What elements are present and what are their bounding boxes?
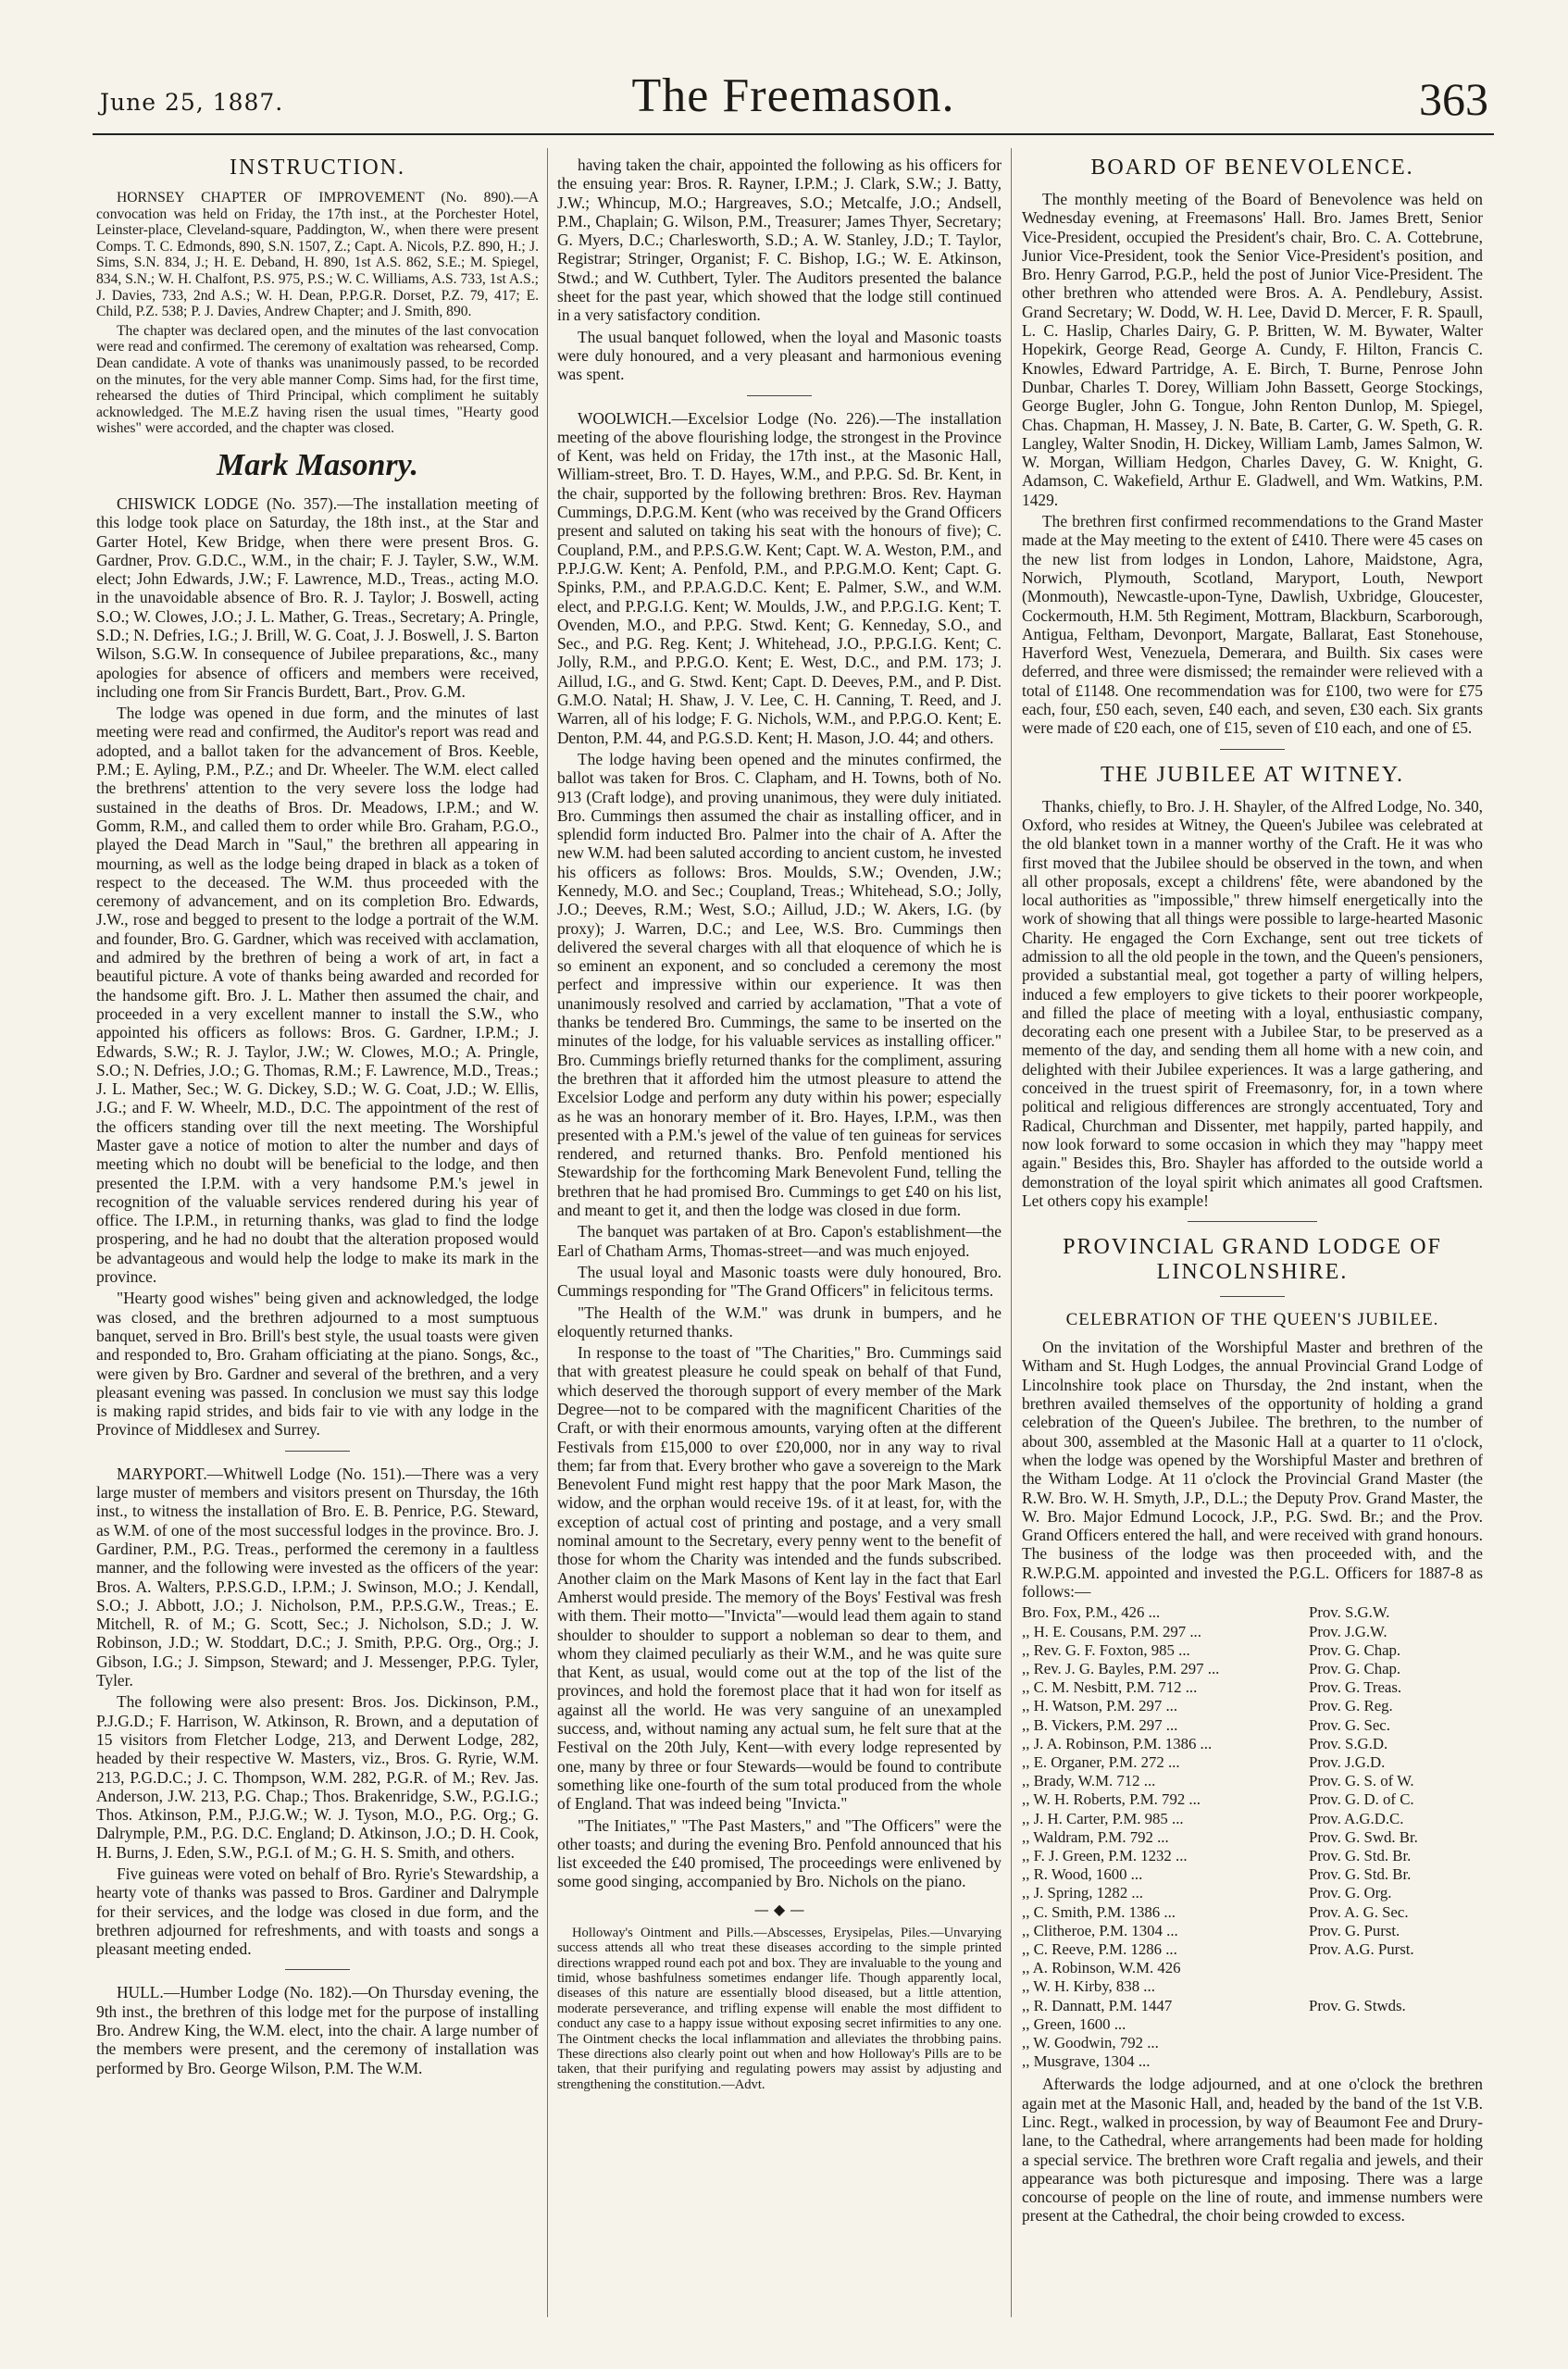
officer-row — [1022, 1997, 1483, 2015]
article-paragraph: Afterwards the lodge adjourned, and at one o'clock the brethren again met at the Masonic Hall, and, headed by the band of the 1st V.B. Linc. Regt., walked in procession, by way of Beaumont Fee and Drury-lane, to the Cathedral, where arrangements had been made for holding a special service. The brethren wore Craft regalia and jewels, and their appearance was both picturesque and imposing. There was a large concourse of people on the line of route, and immense numbers were present at the Cathedral, the choir being crowded to excess. — [1022, 2075, 1483, 2226]
officer-name: ,, Clitheroe, P.M. 1304 ... — [1022, 1921, 1178, 1939]
article-paragraph: The brethren first confirmed recommendations to the Grand Master made at the May meeting to the extent of £410. There were 45 cases on the new list from lodges in London, Lahore, Maidstone, Agra, Norwich, Plymouth, Scotland, Maryport, Louth, Newport (Monmouth), Newcastle-upon-Tyne, Dawlish, Uxbridge, Gloucester, Cockermouth, H.M. 5th Regiment, Mottram, Blackburn, Scarborough, Antigua, Feltham, Devonport, Margate, Ballarat, East Stonehouse, Haverford West, Venezuela, Demerara, and Builth. Six cases were deferred, and three were dismissed; the remainder were relieved with a total of £1148. One recommendation was for £100, two were for £75 each, four, £50 each, seven, £40 each, and seven, £30 each. Six grants were made of £20 each, one of £15, seven of £10 each, and one of £5. — [1022, 512, 1483, 738]
article-paragraph: "The Health of the W.M." was drunk in bumpers, and he eloquently returned thanks. — [557, 1303, 1002, 1340]
officer-row — [1022, 1922, 1483, 1940]
officer-row — [1022, 1660, 1483, 1678]
officer-office: Prov. G. Std. Br. — [1309, 1846, 1412, 1864]
column-rule — [547, 148, 548, 2317]
officer-office — [1309, 1977, 1483, 1996]
officer-office: Prov. G. Reg. — [1309, 1697, 1393, 1715]
section-heading-lincolnshire: PROVINCIAL GRAND LODGE OF LINCOLNSHIRE. — [1063, 1235, 1442, 1285]
officer-name: ,, Green, 1600 ... — [1022, 2014, 1126, 2033]
officer-office: Prov. G. Chap. — [1309, 1659, 1401, 1677]
officer-office: Prov. G. Org. — [1309, 1884, 1392, 1902]
divider — [285, 1451, 350, 1452]
officer-office: Prov. S.G.W. — [1309, 1603, 1390, 1622]
officer-name: ,, H. E. Cousans, P.M. 297 ... — [1022, 1622, 1201, 1640]
officer-name: ,, J. Spring, 1282 ... — [1022, 1884, 1143, 1902]
officer-office: Prov. S.G.D. — [1309, 1734, 1388, 1752]
officer-row — [1022, 1603, 1483, 1622]
article-paragraph: Five guineas were voted on behalf of Bro. Ryrie's Stewardship, a hearty vote of thanks was passed to Bros. Gardiner and Dalrymple for their services, and the lodge was closed in due form, and the brethren adjourned for refreshments, and with toasts and songs a pleasant meeting ended. — [96, 1864, 539, 1959]
article-paragraph: MARYPORT.—Whitwell Lodge (No. 151).—There was a very large muster of members and visitors present on Thursday, the 16th inst., to witness the installation of Bro. E. B. Penrice, P.G. Steward, as W.M. of one of the most successful lodges in the province. Bro. J. Gardiner, P.M., P.G. Treas., performed the ceremony in a faultless manner, and the following were invested as the officers of the year: Bros. A. Walters, P.P.S.G.D., I.P.M.; J. Swinson, M.O.; J. Kendall, S.O.; J. Abbott, J.O.; J. Nicholson, P.M., P.P.S.G.W., Treas.; E. Mitchell, R. of M.; G. Scott, Sec.; J. Nicholson, S.D.; J. W. Robinson, J.D.; W. Stoddart, D.C.; J. Smith, P.P.G. Org., Org.; J. Gibson, I.G.; J. Simpson, Steward; and J. Messenger, P.P.G. Tyler, Tyler. — [96, 1464, 539, 1690]
article-paragraph: "Hearty good wishes" being given and acknowledged, the lodge was closed, and the brethren adjourned to a most sumptuous banquet, served in Bro. Brill's best style, the usual toasts were given and responded to, Bro. Graham officiating at the piano. Songs, &c., were given by Bro. Gardner and several of the brethren, and a very pleasant evening was passed. In conclusion we must say this lodge is making rapid strides, and bids fair to vie with any lodge in the Province of Middlesex and Surrey. — [96, 1289, 539, 1440]
article-paragraph: Thanks, chiefly, to Bro. J. H. Shayler, of the Alfred Lodge, No. 340, Oxford, who resides at Witney, the Queen's Jubilee was celebrated at the old blanket town in a manner worthy of the Craft. He it was who first moved that the Jubilee should be observed in the town, and when all other proposals, except a childrens' fête, were abandoned by the local authorities as "impossible," threw himself energetically into the work of showing that all things were possible to large-hearted Masonic Charity. He engaged the Corn Exchange, sent out tree tickets of admission to all the old people in the town, and the Queen's pensioners, provided a substantial meal, got together a party of willing helpers, induced a few employers to give tickets to their poorer workpeople, and filled the place of meeting with a loyal, enthusiastic company, decorating each one present with a Jubilee Star, to be preserved as a memento of the day, and sending them all home with a new coin, and delighted with their Jubilee experiences. It was a large gathering, and conceived in the truest spirit of Freemasonry, for, in a town where political and religious differences are strongly accentuated, Tory and Radical, Churchman and Dissenter, met happily, parted happily, and now look forward to some occasion in which they may "happy meet again." Besides this, Bro. Shayler has afforded to the outside world a demonstration of the loyal spirit which animates all good Craftsmen. Let others copy his example! — [1022, 796, 1483, 1210]
officer-row — [1022, 2052, 1483, 2071]
officer-row — [1022, 1790, 1483, 1809]
column-rule — [1011, 148, 1012, 2317]
officer-office: Prov. A.G.D.C. — [1309, 1809, 1404, 1827]
officer-name: ,, Rev. J. G. Bayles, P.M. 297 ... — [1022, 1659, 1220, 1677]
officer-row — [1022, 1753, 1483, 1772]
officer-name: ,, H. Watson, P.M. 297 ... — [1022, 1697, 1178, 1715]
officers-list — [1022, 1603, 1483, 2071]
officer-office: Prov. J.G.W. — [1309, 1622, 1388, 1640]
officer-row — [1022, 1697, 1483, 1715]
officer-row — [1022, 1884, 1483, 1902]
divider — [747, 395, 812, 396]
publication-title: The Freemason. — [631, 69, 955, 122]
officer-row — [1022, 1847, 1483, 1865]
masthead — [93, 69, 1494, 135]
officer-name: ,, Brady, W.M. 712 ... — [1022, 1772, 1156, 1790]
officer-name: ,, W. H. Roberts, P.M. 792 ... — [1022, 1790, 1201, 1809]
officer-name: ,, C. Smith, P.M. 1386 ... — [1022, 1902, 1176, 1921]
officer-office: Prov. G. Std. Br. — [1309, 1865, 1412, 1884]
article-paragraph: "The Initiates," "The Past Masters," and "The Officers" were the other toasts; and during the evening Bro. Penfold announced that his list exceeded the £40 promised, The proceedings were enlivened by some good singing, accompanied by Bro. Nichols on the piano. — [557, 1815, 1002, 1891]
officer-name: ,, J. A. Robinson, P.M. 1386 ... — [1022, 1734, 1213, 1752]
article-paragraph: The usual loyal and Masonic toasts were duly honoured, Bro. Cummings responding for "The Grand Officers" in felicitous terms. — [557, 1262, 1002, 1301]
officer-office: Prov. G. Stwds. — [1309, 1996, 1406, 2014]
officer-row — [1022, 1810, 1483, 1828]
article-paragraph: On the invitation of the Worshipful Master and brethren of the Witham and St. Hugh Lodges, the annual Provincial Grand Lodge of Lincolnshire took place on Thursday, the 2nd instant, when the brethren availed themselves of the opportunity of holding a grand celebration of the Queen's Jubilee. The brethren, to the number of about 300, assembled at the Masonic Hall at a quarter to 11 o'clock, when the lodge was opened by the Worshipful Master and brethren of the Witham Lodge. At 11 o'clock the Provincial Grand Master (the R.W. Bro. W. H. Smyth, J.P., D.L.; the Deputy Prov. Grand Master, the W. Bro. Major Edmund Locock, J.P., P.G. Swd. Br.; and the Prov. Grand Officers entered the hall, and were received with grand honours. The business of the lodge was then proceeded with, and the R.W.P.G.M. appointed and invested the P.G.L. Officers for 1887-8 as follows:— — [1022, 1338, 1483, 1601]
article-paragraph: The lodge was opened in due form, and the minutes of last meeting were read and confirmed, the Auditor's report was read and adopted, and a ballot taken for the advancement of Bros. Keeble, P.M.; E. Ayling, P.M., P.Z.; and Dr. Wheeler. The W.M. elect called the brethrens' attention to the very severe loss the lodge had sustained in the deaths of Bros. Dr. Meadows, I.P.M.; and W. Gomm, R.M., and called them to order while Bro. Graham, P.G.O., played the Dead March in "Saul," the brethren all appearing in mourning, as well as the lodge being draped in black as a token of respect to the deceased. The W.M. thus proceeded with the ceremony of advancement, and on its completion Bro. Edwards, J.W., rose and begged to present to the lodge a portrait of the W.M. and founder, Bro. G. Gardner, which was received with acclamation, and admired by the brethren of being a work of art, in fact a beautiful picture. A vote of thanks being awarded and recorded for the handsome gift. Bro. J. L. Mather then assumed the chair, and proceeded in a very excellent manner to install the S.W., who appointed his officers as follows: Bros. G. Gardner, I.P.M.; J. Edwards, S.W.; R. J. Taylor, J.W.; W. Clowes, M.O.; A. Pringle, S.O.; N. Defries, J.O.; G. Thomas, R.M.; F. Lawrence, M.D., Treas.; J. L. Mather, Sec.; W. G. Dickey, S.D.; W. G. Coat, J.D.; W. Ellis, J.G.; and F. W. Wheelr, M.D., D.C. The appointment of the rest of the officers standing over till the next meeting. The Worshipful Master gave a notice of motion to alter the number and days of meeting which no doubt will be beneficial to the lodge, and then presented the I.P.M. with a very handsome P.M.'s jewel in recognition of the valuable services rendered during his year of office. The I.P.M., in returning thanks, was glad to find the lodge prospering, and he had no doubt that the alteration proposed would be advantageous and would help the lodge to make its mark in the province. — [96, 704, 539, 1287]
officer-row — [1022, 2034, 1483, 2052]
advertisement: Holloway's Ointment and Pills.—Abscesses, Erysipelas, Piles.—Unvarying success attends all who treat these diseases according to the simple printed directions wrapped round each pot and box. They are invaluable to the young and timid, whose bashfulness sometimes endanger life. Though apparently local, diseases of this nature are essentially blood diseased, but a little attention, moderate perseverance, and trifling expense will enable the most diffident to conduct any case to a happy issue without exposing secret infirmities to any one. The Ointment checks the local inflammation and alleviates the throbbing pains. These directions also clearly point out when and how Holloway's Pills are to be taken, that their purifying and regulating powers may assist by adjusting and strengthening the constitution.—Advt. — [557, 1925, 1002, 2092]
officer-row — [1022, 1678, 1483, 1697]
article-paragraph: The following were also present: Bros. Jos. Dickinson, P.M., P.J.G.D.; F. Harrison, W. Atkinson, R. Brown, and a deputation of 15 visitors from Fletcher Lodge, 213, and Derwent Lodge, 282, headed by their respective W. Masters, viz., Bros. G. Ryrie, W.M. 213, P.G.D.C.; J. C. Thompson, W.M. 282, P.G.R. of M.; Rev. Jas. Anderson, J.W. 213, P.G. Chap.; Thos. Brakenridge, S.W., P.G.I.G.; Thos. Atkinson, P.M., P.J.G.W.; W. J. Tyson, M.O., P.G. Org.; G. Dalrymple, P.M., P.G. D.C. England; D. Atkinson, J.O.; D. H. Cook, H. Burns, J. Eden, S.W., P.G.I. of M.; G. H. S. Smith, and others. — [96, 1692, 539, 1862]
officer-name: ,, E. Organer, P.M. 272 ... — [1022, 1752, 1180, 1771]
column-middle — [557, 156, 1002, 2325]
issue-date: June 25, 1887. — [100, 89, 284, 116]
section-heading-instruction: INSTRUCTION. — [230, 156, 405, 180]
officer-office: Prov. G. Treas. — [1309, 1678, 1402, 1697]
officer-office: Prov. A.G. Purst. — [1309, 1939, 1414, 1958]
officer-row — [1022, 1959, 1483, 1977]
officer-office: Prov. G. S. of W. — [1309, 1772, 1414, 1790]
article-paragraph: The monthly meeting of the Board of Benevolence was held on Wednesday evening, at Freemasons' Hall. Bro. James Brett, Senior Vice-President, occupied the President's chair, Bro. C. A. Cottebrune, Junior Vice-President, took the Senior Vice-President's position, and Bro. Henry Garrod, P.G.P., held the post of Junior Vice-President. The other brethren who attended were Bros. A. A. Pendlebury, Assist. Grand Secretary; W. Dodd, W. H. Lee, David D. Mercer, F. R. Spaull, L. C. Haslip, Charles Dairy, G. P. Britten, W. M. Bywater, Walter Hopekirk, George Read, George A. Cundy, F. Hilton, Francis C. Knowles, Edward Partridge, A. E. Birch, T. Burne, Penrose John Dunbar, Charles T. Dorey, William John Bassett, George Stockings, George Bugler, John G. Tongue, John Renton Dunlop, M. Spiegel, Chas. Chapman, H. Massey, J. N. Bate, B. Carter, G. W. Speth, G. R. Langley, Walter Snodin, H. Dickey, William Lamb, James Salmon, W. W. Morgan, William Hedgon, Charles Davey, G. W. Knight, G. Adamson, C. Wakefield, Arthur E. Gladwell, and Wm. Watkins, P.M. 1429. — [1022, 190, 1483, 509]
officer-office: Prov. G. Sec. — [1309, 1715, 1390, 1734]
ornament-divider: — ◆ — — [753, 1900, 805, 1918]
divider — [1220, 1296, 1285, 1297]
article-paragraph: The usual banquet followed, when the loyal and Masonic toasts were duly honoured, and a very pleasant and harmonious evening was spent. — [557, 327, 1002, 384]
officer-office — [1309, 1959, 1483, 1977]
divider — [1220, 749, 1285, 750]
officer-name: ,, J. H. Carter, P.M. 985 ... — [1022, 1809, 1184, 1827]
officer-office — [1309, 2034, 1483, 2052]
section-heading-benevolence: BOARD OF BENEVOLENCE. — [1090, 156, 1414, 180]
officer-row — [1022, 1903, 1483, 1922]
divider — [285, 1969, 350, 1970]
officer-row — [1022, 2015, 1483, 2034]
article-paragraph: The lodge having been opened and the minutes confirmed, the ballot was taken for Bros. C. Clapham, and H. Towns, both of No. 913 (Craft lodge), and proving unanimous, they were duly initiated. Bro. Cummings then assumed the chair as installing officer, and in splendid form inducted Bro. Palmer into the chair of A. After the new W.M. had been saluted according to ancient custom, he invested his officers as follows: Bros. Moulds, S.W.; Ovenden, J.W.; Kennedy, M.O. and Sec.; Coupland, Treas.; Whitehead, S.O.; Jolly, J.O.; Deeves, R.M.; West, S.O.; Aillud, J.D.; W. Akers, I.G. (by proxy); J. Warren, D.C.; and Lee, W.S. Bro. Cummings then delivered the several charges with all that eloquence of which he is so eminent an exponent, and so concluded a ceremony the most perfect and impressive within our experience. It was then unanimously resolved and carried by acclamation, "That a vote of thanks be tendered Bro. Cummings, the same to be inserted on the minutes of the lodge, for his valuable services as installing officer." Bro. Cummings briefly returned thanks for the compliment, assuring the brethren that it afforded him the utmost pleasure to attend the Excelsior Lodge and perform any duty within his power; especially as he was an honorary member of it. Bro. Hayes, I.P.M., was then presented with a P.M.'s jewel of the value of ten guineas for services rendered, and returned thanks. Bro. Penfold mentioned his Stewardship for the forthcoming Mark Benevolent Fund, telling the brethren that he had promised Bro. Cummings to get £40 on his list, and meant to get it, and then the lodge was closed in due form. — [557, 749, 1002, 1220]
officer-office: Prov. G. Purst. — [1309, 1921, 1400, 1939]
officer-name: ,, Waldram, P.M. 792 ... — [1022, 1827, 1169, 1846]
officer-name: ,, R. Dannatt, P.M. 1447 — [1022, 1996, 1173, 2014]
officer-name: ,, R. Wood, 1600 ... — [1022, 1865, 1143, 1884]
page-number: 363 — [1419, 73, 1488, 125]
officer-row — [1022, 1735, 1483, 1753]
article-paragraph: WOOLWICH.—Excelsior Lodge (No. 226).—The installation meeting of the above flourishing lodge, the strongest in the Province of Kent, was held on Friday, the 17th inst., at the Masonic Hall, William-street, Bro. T. D. Hayes, W.M., and P.P.G. Sd. Br. Kent, in the chair, supported by the following brethren: Bros. Rev. Hayman Cummings, D.P.G.M. Kent (who was received by the Grand Officers present and saluted on taking his seat with the honours of five); C. Coupland, P.M., and P.P.S.G.W. Kent; Capt. W. A. Weston, P.M., and P.P.J.G.W. Kent; A. Penfold, P.M., and P.P.G.M.O. Kent; Capt. G. Spinks, P.M., and P.P.A.G.D.C. Kent; E. Palmer, S.W., and W.M. elect, and P.P.G.I.G. Kent; W. Moulds, J.W., and P.P.G.I.G. Kent; T. Ovenden, M.O., and P.P.G. Stwd. Kent; G. Kenneday, S.O., and Sec., and P.G. Reg. Kent; J. Whitehead, J.O., P.P.G.I.G. Kent; C. Jolly, R.M., and P.P.G.O. Kent; E. West, D.C., and P.M. 173; J. Aillud, I.G., and G. Stwd. Kent; Capt. D. Deeves, P.M., and P. Dist. G.M.O. Natal; H. Shaw, J. V. Lee, C. H. Canning, T. Reed, and J. Warren, all of his lodge; F. G. Nichols, W.M., and P.P.G.O. Kent; E. Denton, P.M. 44, and P.G.S.D. Kent; H. Mason, J.O. 44; and others. — [557, 408, 1002, 747]
officer-name: ,, C. M. Nesbitt, P.M. 712 ... — [1022, 1678, 1198, 1697]
article-paragraph: HULL.—Humber Lodge (No. 182).—On Thursday evening, the 9th inst., the brethren of this lodge met for the purpose of installing Bro. Andrew King, the W.M. elect, into the chair. A large number of the members were present, and the ceremony of installation was performed by Bro. George Wilson, P.M. The W.M. — [96, 1983, 539, 2077]
officer-name: ,, B. Vickers, P.M. 297 ... — [1022, 1715, 1178, 1734]
officer-name: ,, C. Reeve, P.M. 1286 ... — [1022, 1939, 1177, 1958]
officer-name: ,, W. H. Kirby, 838 ... — [1022, 1977, 1155, 1996]
officer-office: Prov. G. D. of C. — [1309, 1790, 1414, 1809]
officer-name: ,, Musgrave, 1304 ... — [1022, 2052, 1151, 2071]
article-paragraph: The banquet was partaken of at Bro. Capon's establishment—the Earl of Chatham Arms, Thomas-street—and was much enjoyed. — [557, 1222, 1002, 1260]
officer-row — [1022, 1641, 1483, 1660]
officer-row — [1022, 1716, 1483, 1735]
officer-name: ,, F. J. Green, P.M. 1232 ... — [1022, 1846, 1188, 1864]
officer-row — [1022, 1828, 1483, 1847]
article-paragraph: The chapter was declared open, and the minutes of the last convocation were read and confirmed. The ceremony of exaltation was rehearsed, Comp. Dean candidate. A vote of thanks was unanimously passed, to be recorded on the minutes, for the very able manner Comp. Sims had, for the first time, rehearsed the duties of Third Principal, which compliment he suitably acknowledged. The M.E.Z having risen the usual times, "Hearty good wishes" were accorded, and the chapter was closed. — [96, 322, 539, 437]
officer-row — [1022, 1772, 1483, 1790]
article-paragraph: HORNSEY CHAPTER OF IMPROVEMENT (No. 890).—A convocation was held on Friday, the 17th inst., at the Porchester Hotel, Leinster-place, Cleveland-square, Paddington, W., when there were present Comps. T. C. Edmonds, 890, S.N. 1507, Z.; Capt. A. Nicols, P.Z. 890, H.; J. Sims, S.N. 834, J.; H. E. Deband, H. 890, 1st A.S. 862, S.E.; M. Spiegel, 834, S.N.; W. H. Chalfont, P.S. 975, P.S.; W. C. Williams, A.S. 733, 1st A.S.; J. Davies, 733, 2nd A.S.; W. H. Dean, P.P.G.R. Dorset, P.Z. 79, 417; E. Child, P.Z. 538; P. J. Davies, Andrew Chapter; and J. Smith, 890. — [96, 190, 539, 320]
officer-office: Prov. G. Chap. — [1309, 1640, 1401, 1659]
officer-row — [1022, 1977, 1483, 1996]
officer-name: ,, W. Goodwin, 792 ... — [1022, 2033, 1159, 2051]
article-paragraph: having taken the chair, appointed the following as his officers for the ensuing year: Bros. R. Rayner, I.P.M.; J. Clark, S.W.; J. Batty, J.W.; Whincup, M.O.; Hargreaves, S.O.; Metcalfe, J.O.; Andsell, P.M., Chaplain; G. Wilson, P.M., Treasurer; James Thyer, Secretary; G. Myers, D.C.; Charlesworth, S.D.; A. W. Stanley, J.D.; T. Taylor, Registrar; Stringer, Organist; F. C. Bishop, I.G.; W. E. Atkinson, Stwd.; and W. Cuthbert, Tyler. The Auditors presented the balance sheet for the past year, which showed that the lodge still continued in a very satisfactory condition. — [557, 156, 1002, 325]
officer-name: Bro. Fox, P.M., 426 ... — [1022, 1603, 1161, 1622]
column-left — [96, 156, 539, 2325]
officer-name: ,, A. Robinson, W.M. 426 — [1022, 1959, 1181, 1977]
column-right — [1022, 156, 1483, 2325]
officer-office — [1309, 2015, 1483, 2034]
officer-office: Prov. J.G.D. — [1309, 1752, 1386, 1771]
officer-name: ,, Rev. G. F. Foxton, 985 ... — [1022, 1640, 1190, 1659]
officer-office — [1309, 2052, 1483, 2071]
officer-row — [1022, 1623, 1483, 1641]
officer-row — [1022, 1865, 1483, 1884]
subheading-jubilee: CELEBRATION OF THE QUEEN'S JUBILEE. — [1065, 1310, 1439, 1330]
officer-office: Prov. G. Swd. Br. — [1309, 1827, 1418, 1846]
section-heading-witney: THE JUBILEE AT WITNEY. — [1101, 762, 1404, 787]
officer-office: Prov. A. G. Sec. — [1309, 1902, 1409, 1921]
article-paragraph: CHISWICK LODGE (No. 357).—The installation meeting of this lodge took place on Saturday, the 18th inst., at the Star and Garter Hotel, Kew Bridge, when there were present Bros. G. Gardner, Prov. G.D.C., W.M., in the chair; F. J. Tayler, S.W., W.M. elect; John Edwards, J.W.; F. Lawrence, M.D., Treas., acting M.O. in the unavoidable absence of Bro. R. J. Taylor; J. Boswell, acting S.O.; W. Clowes, J.O.; J. L. Mather, G. Treas., Secretary; A. Pringle, S.D.; N. Defries, I.G.; J. Brill, W. G. Coat, J. J. Boswell, J. S. Barton Wilson, S.G.W. In consequence of Jubilee preparations, &c., many apologies for absence of officers and members were received, including one from Sir Francis Burdett, Bart., Prov. G.M. — [96, 493, 539, 701]
section-heading-mark-masonry: Mark Masonry. — [217, 447, 418, 482]
officer-row — [1022, 1940, 1483, 1959]
divider — [1188, 1221, 1317, 1222]
article-paragraph: In response to the toast of "The Charities," Bro. Cummings said that with greatest pleasure he could speak on behalf of that Fund, which deserved the thorough support of every member of the Mark Degree—not to be compared with the magnificent Charities of the Craft, or with their enormous amounts, varying often at the different Festivals from £15,000 to over £20,000, nor in any way to rival them; far from that. Every brother who gave a sovereign to the Mark Benevolent Fund might rest happy that the poor Mark Mason, the widow, and the orphan would receive 19s. of it at least, for, with the exception of actual cost of printing and postage, and a very small nominal amount to the Secretary, every penny went to the benefit of those for whom the Charity was intended and the funds subscribed. Another claim on the Mark Masons of Kent lay in the fact that Earl Amherst would preside. The memory of the Boys' Festival was fresh with them. Their motto—"Invicta"—would lead them again to stand shoulder to shoulder to support a nobleman so dear to them, and whom they claimed peculiarly as their W.M., and he was quite sure that Kent, as usual, would come out at the top of the list of the provinces, and hold the foremost place that it had won for itself as against all the world. He was very sanguine of an unexampled success, and, without naming any actual sum, he felt sure that at the Festival on the 20th July, Kent—with every lodge represented by one, many by three or four Stewards—would be found to contribute something like one-fourth of the sum total produced from the whole of England. That was indeed being "Invicta." — [557, 1343, 1002, 1814]
